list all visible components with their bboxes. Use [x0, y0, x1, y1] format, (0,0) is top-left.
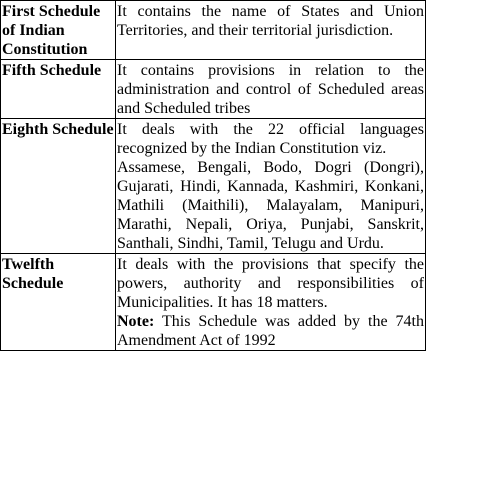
table-row	[1, 254, 426, 351]
schedule-name: Eighth Schedule	[1, 119, 116, 254]
note-text: This Schedule was added by the 74th Amendment Act of 1992	[117, 313, 424, 349]
schedule-name: Fifth Schedule	[1, 60, 116, 119]
description-paragraph: It contains the name of States and Union Territories, and their territorial jurisdiction.	[117, 3, 424, 39]
table-row	[1, 119, 426, 254]
schedule-name: First Schedule of Indian Constitution	[1, 1, 116, 60]
table-row	[1, 60, 426, 119]
table-row	[1, 1, 426, 60]
schedule-description	[116, 254, 426, 351]
schedule-name: Twelfth Schedule	[1, 254, 116, 351]
schedule-description	[116, 1, 426, 60]
language-list: Assamese, Bengali, Bodo, Dogri (Dongri), Gujarati, Hindi, Kannada, Kashmiri, Konkani, Mathili (Maithili), Malayalam, Manipuri, Marathi, Nepali, Oriya, Punjabi, Sanskrit, Santhali, Sindhi, Tamil, Telugu and Urdu.	[117, 159, 424, 252]
note-paragraph	[117, 312, 424, 350]
description-paragraph: It deals with the 22 official languages recognized by the Indian Constitution viz.	[117, 121, 424, 157]
schedule-description	[116, 119, 426, 254]
description-paragraph: It deals with the provisions that specify the powers, authority and responsibilities of Municipalities. It has 18 matters.	[117, 256, 424, 311]
schedule-description	[116, 60, 426, 119]
description-paragraph: It contains provisions in relation to the administration and control of Scheduled areas and Scheduled tribes	[117, 62, 424, 117]
note-label: Note:	[117, 313, 155, 330]
